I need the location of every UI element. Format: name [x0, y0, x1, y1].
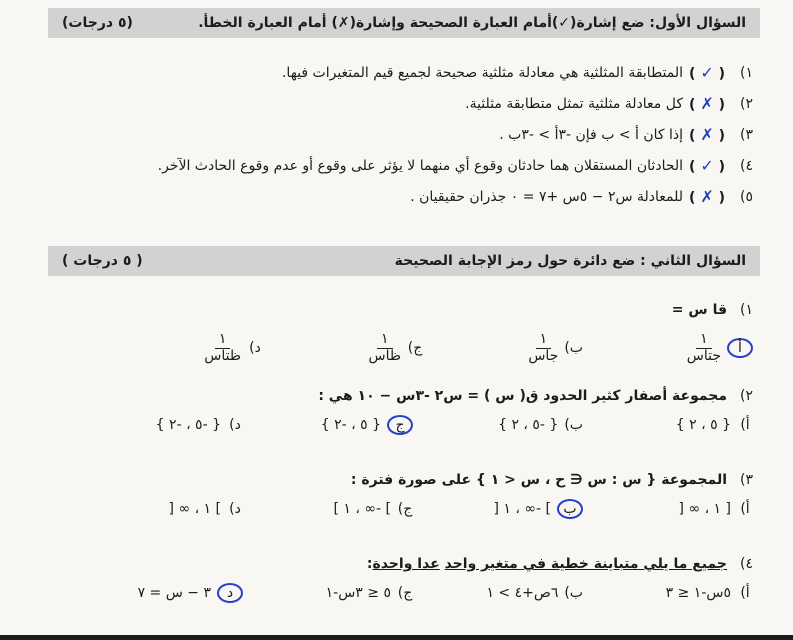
answer-mark: ( ✓ ) [689, 156, 725, 175]
list-item: ١) ( ✓ ) المتطابقة المثلثية هي معادلة مثلثية صحيحة لجميع قيم المتغيرات فيها. [281, 63, 753, 82]
mcq-3 [33, 466, 753, 524]
option-c: ج) ٥ ≤ ٣س-١ [325, 585, 413, 601]
q2-header [48, 246, 760, 276]
question-stem: ٣) المجموعة { س : س ∈ ح ، س < ١ } على صورة فترة : [350, 472, 753, 488]
q2-grade: ( ٥ درجات ) [62, 253, 143, 269]
options-row [33, 578, 753, 608]
list-item: ٥) ( ✗ ) للمعادلة س٢ − ٥س +٧ = ٠ جذران حقيقيان . [410, 187, 753, 206]
mcq-2 [33, 382, 753, 440]
list-item: ٢) ( ✗ ) كل معادلة مثلثية تمثل متطابقة مثلثية. [465, 94, 753, 113]
option-b: ب) $\frac{١}{\text{جاس}}$ [528, 331, 583, 364]
option-d: د ٣ − س = ٧ [73, 583, 243, 603]
list-item: ٣) ( ✗ ) إذا كان أ > ب فإن -٣أ > -٣ب . [499, 125, 753, 144]
mcq-4 [33, 550, 753, 608]
answer-mark: ( ✗ ) [689, 94, 725, 113]
options-row [33, 324, 753, 372]
option-c: ج) ] -∞ ، ١ ] [333, 501, 413, 517]
mcq-1 [33, 296, 753, 372]
option-a: أ) ٥س-١ ≤ ٣ [665, 585, 750, 601]
option-a: أ) { ٥ ، ٢ } [675, 417, 750, 433]
q1-grade: (٥ درجات) [62, 15, 133, 31]
option-b: ب) ٦ص+٤ > ١ [486, 585, 583, 601]
page-bottom-rule [0, 635, 793, 640]
option-c: ج) $\frac{١}{\text{ظاس}}$ [368, 331, 423, 364]
answer-mark: ( ✗ ) [689, 125, 725, 144]
question-stem: ٤) جميع ما يلي متباينة خطية في متغير واحد عدا واحدة : [366, 556, 753, 572]
option-c: ج { ٥ ، -٢ } [243, 415, 413, 435]
list-item: ٤) ( ✓ ) الحادثان المستقلان هما حادثان وقوع أي منهما لا يؤثر على وقوع أو عدم وقوع الحادث الآخر. [157, 156, 753, 175]
option-d: د) $\frac{١}{\text{ظتاس}}$ [204, 331, 261, 364]
options-row [33, 410, 753, 440]
option-d: د) ] ١ ، ∞ [ [168, 501, 241, 517]
options-row [33, 494, 753, 524]
option-b: ب) { -٥ ، ٢ } [498, 417, 583, 433]
option-a: أ $\frac{١}{\text{جتاس}}$ [583, 332, 753, 364]
question-stem: ٢) مجموعة أصفار كثير الحدود ق( س ) = س٢ -٣س − ١٠ هي : [318, 388, 753, 404]
option-a: أ) [ ١ ، ∞ [ [678, 501, 750, 517]
q1-list [33, 57, 753, 212]
answer-mark: ( ✗ ) [689, 187, 725, 206]
question-stem: ١) قا س = [671, 302, 753, 318]
q2-title: السؤال الثاني : ضع دائرة حول رمز الإجابة الصحيحة [394, 253, 746, 269]
option-b: ب ] -∞ ، ١ [ [413, 499, 583, 519]
answer-mark: ( ✓ ) [689, 63, 725, 82]
option-d: د) { -٥ ، -٢ } [155, 417, 241, 433]
q1-header [48, 8, 760, 38]
q1-title: السؤال الأول: ضع إشارة(✓)أمام العبارة الصحيحة وإشارة(✗) أمام العبارة الخطأ. [198, 15, 746, 31]
